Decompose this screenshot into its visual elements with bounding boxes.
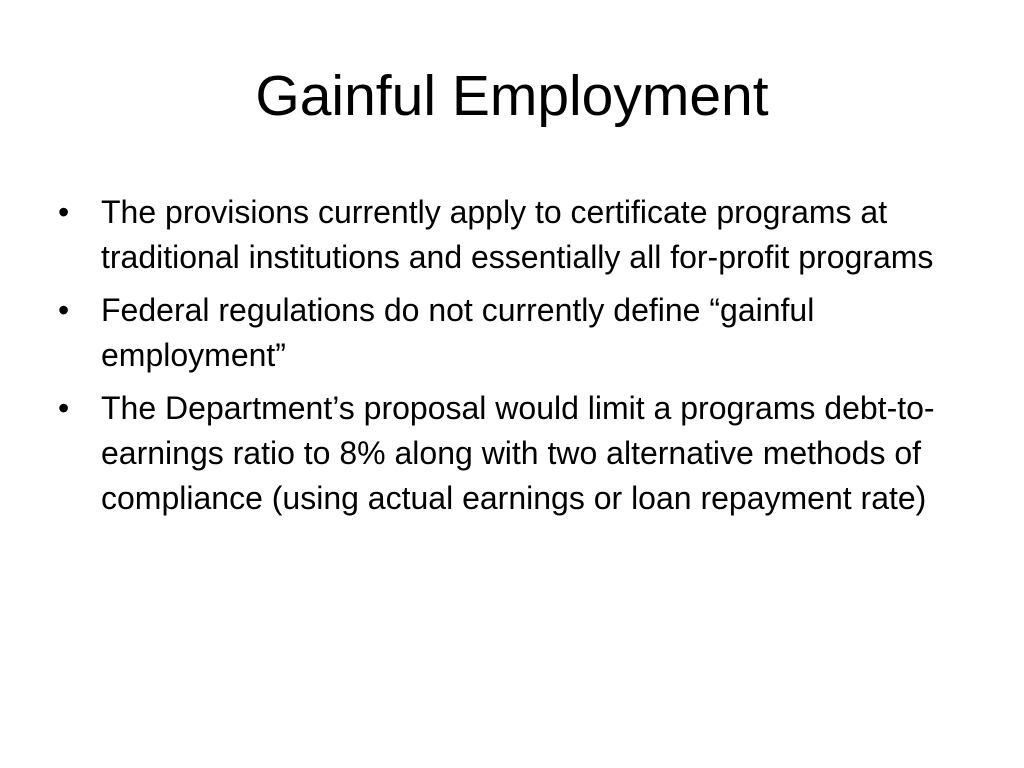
bullet-item <box>58 386 958 521</box>
slide-title: Gainful Employment <box>255 64 769 128</box>
bullet-text: The provisions currently apply to certificate programs at traditional institutions and essentially all for-profit programs <box>101 194 934 275</box>
bullet-text: Federal regulations do not currently define “gainful employment” <box>101 292 815 373</box>
bullet-icon: • <box>58 292 70 328</box>
bullet-icon: • <box>58 194 70 230</box>
bullet-icon: • <box>58 390 70 426</box>
bullet-text: The Department’s proposal would limit a programs debt-to-earnings ratio to 8% along with two alternative methods of compliance (using actual earnings or loan repayment rate) <box>101 390 935 516</box>
bullet-item <box>58 190 958 280</box>
bullet-list <box>58 190 958 529</box>
bullet-item <box>58 288 958 378</box>
